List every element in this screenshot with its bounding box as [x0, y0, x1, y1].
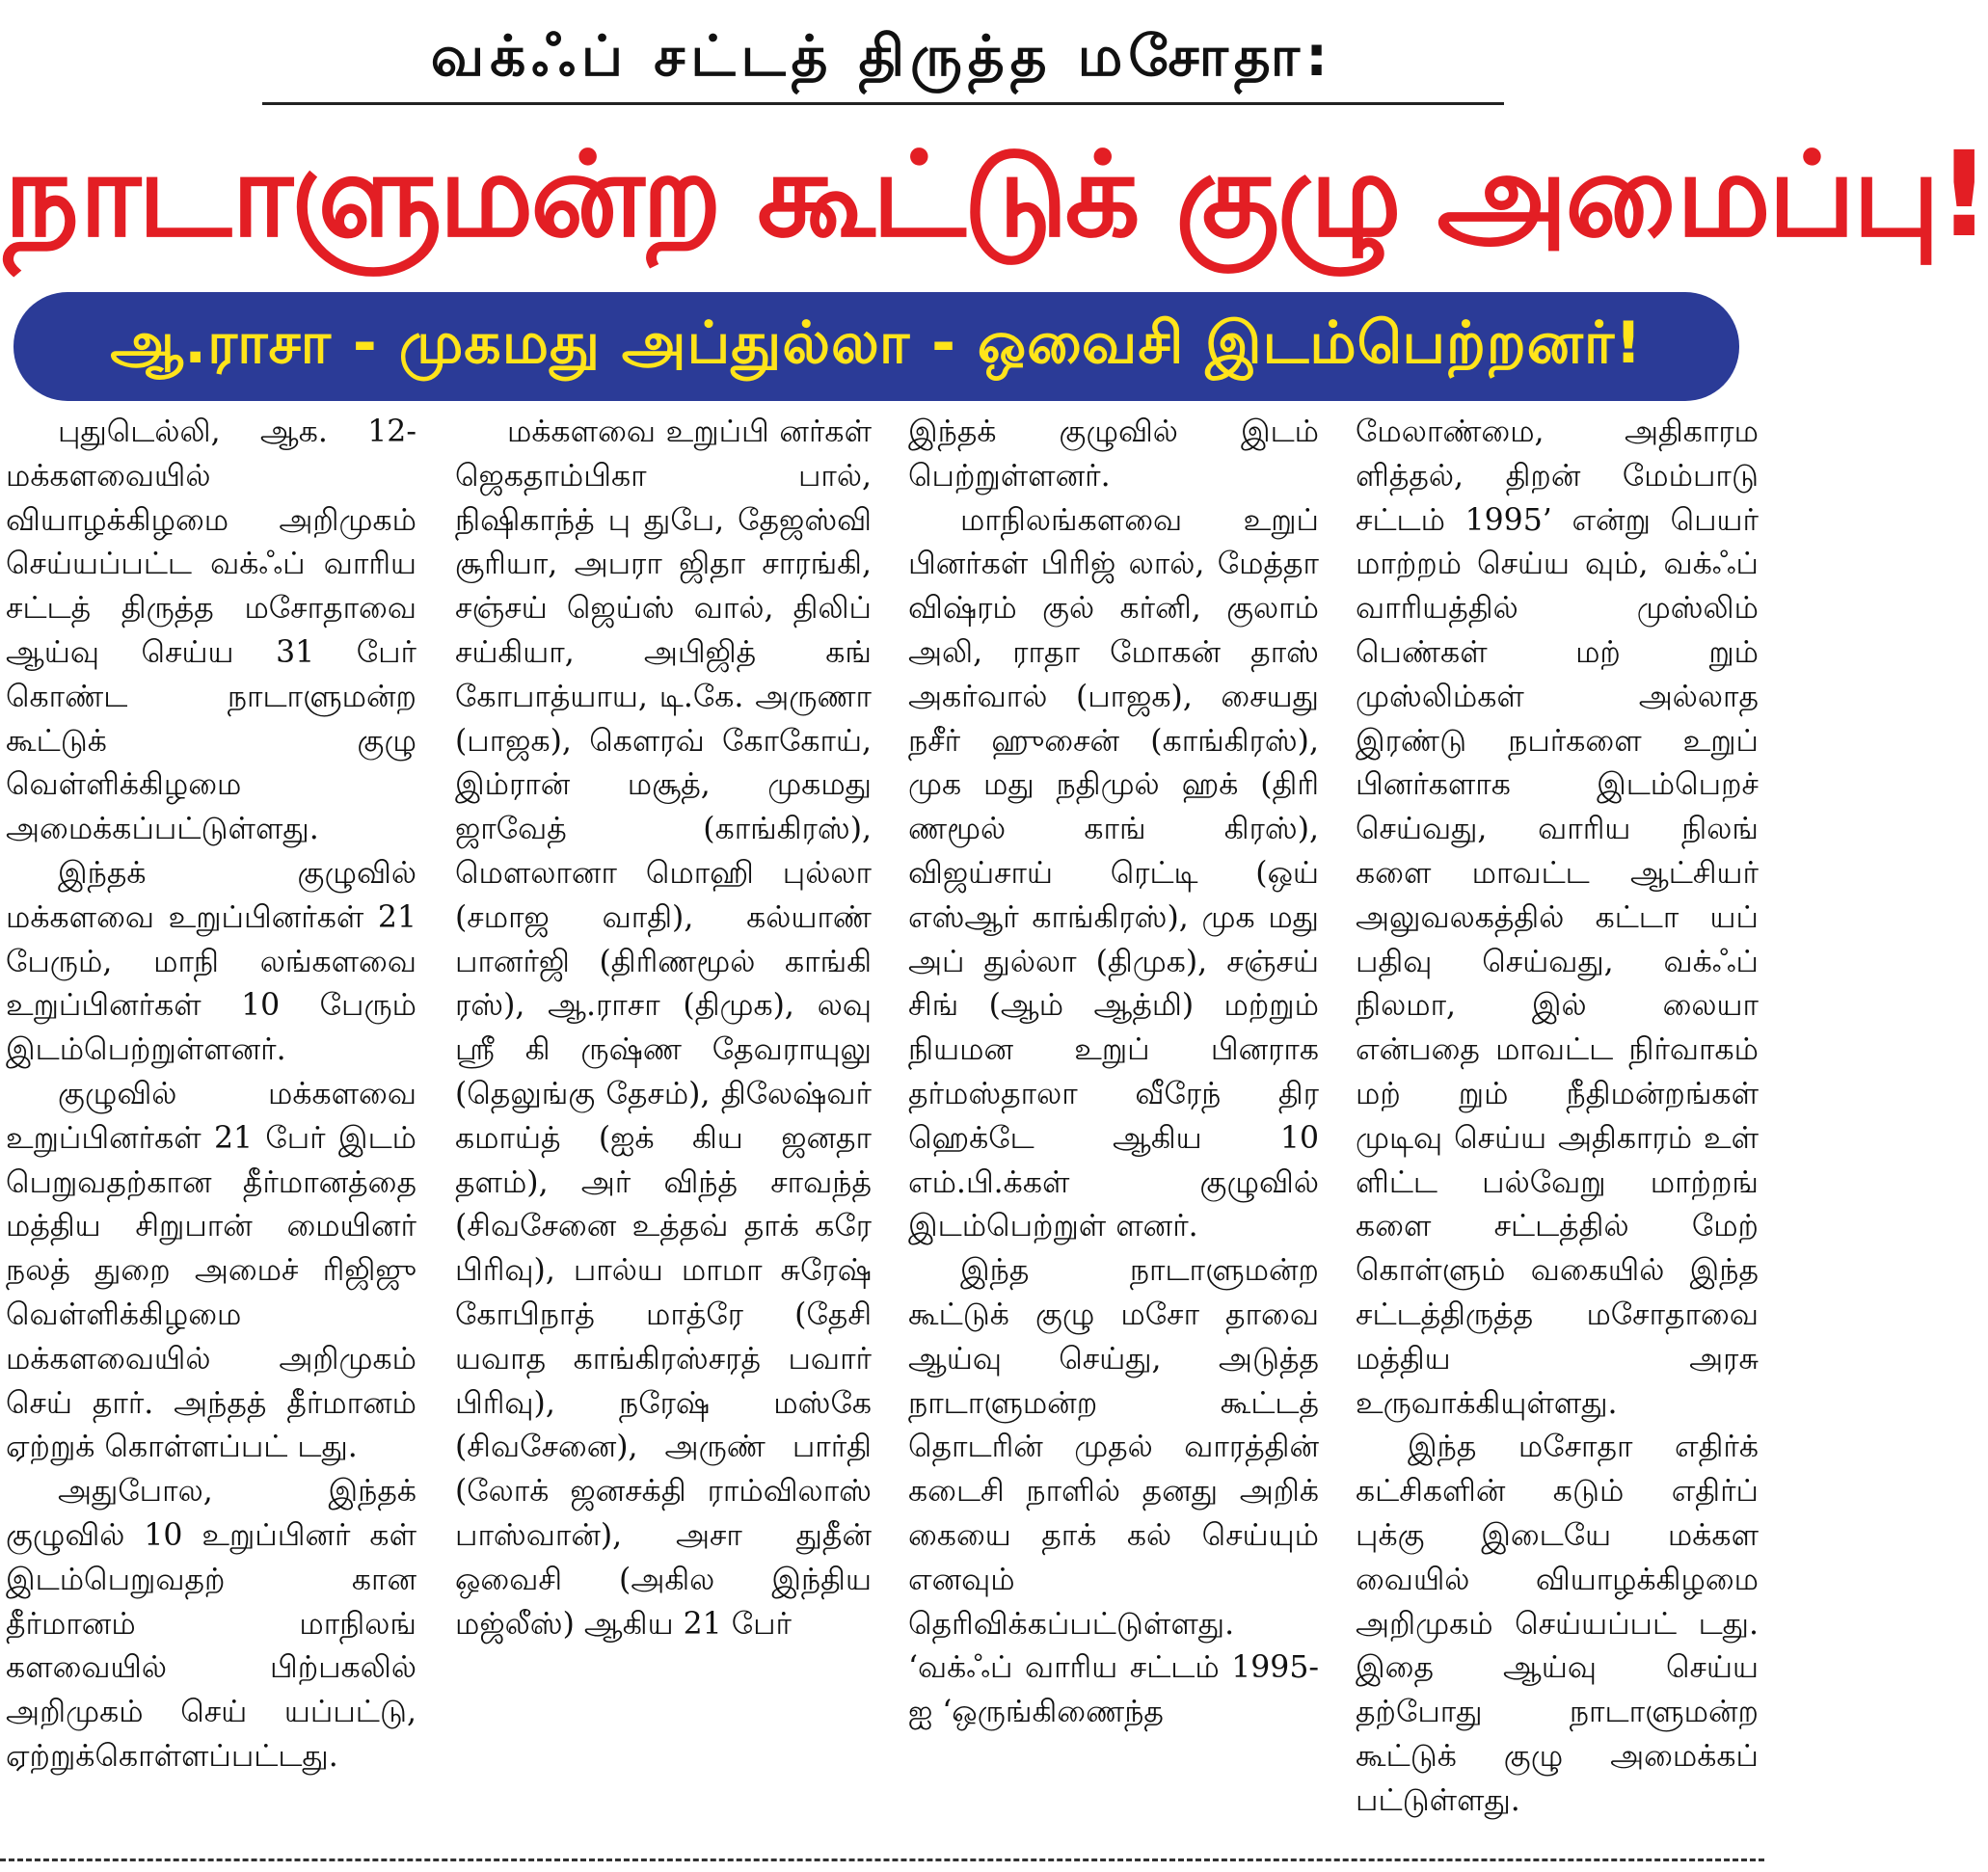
article-body: [6, 411, 1759, 1852]
subheadline-banner: [13, 292, 1739, 401]
subheadline-text: ஆ.ராசா - முகமது அப்துல்லா - ஒவைசி இடம்பெற்றனர்!: [110, 308, 1643, 377]
paragraph: புதுடெல்லி, ஆக. 12- மக்களவையில் வியாழக்கிழமை அறிமுகம் செய்யப்பட்ட வக்ஃப் வாரிய சட்டத் திருத்த மசோதாவை ஆய்வு செய்ய 31 பேர் கொண்ட நாடாளுமன்ற கூட்டுக் குழு வெள்ளிக்கிழமை அமைக்கப்பட்டுள்ளது.: [6, 415, 416, 847]
article-column-3: [908, 411, 1319, 1852]
article-column-1: [6, 411, 416, 1852]
paragraph: குழுவில் மக்களவை உறுப்பினர்கள் 21 பேர் இடம் பெறுவதற்கான தீர்மானத்தை மத்திய சிறுபான் மையினர் நலத் துறை அமைச் ரிஜிஜு வெள்ளிக்கிழமை மக்களவையில் அறிமுகம் செய் தார். அந்தத் தீர்மானம் ஏற்றுக் கொள்ளப்பட் டது.: [6, 1076, 416, 1465]
paragraph: மேலாண்மை, அதிகாரம ளித்தல், திறன் மேம்பாடு சட்டம் 1995’ என்று பெயர் மாற்றம் செய்ய வும், வக்ஃப் வாரியத்தில் முஸ்லிம் பெண்கள் மற் றும் முஸ்லிம்கள் அல்லாத இரண்டு நபர்களை உறுப் பினர்களாக இடம்பெறச் செய்வது, வாரிய நிலங் களை மாவட்ட ஆட்சியர் அலுவலகத்தில் கட்டா யப் பதிவு செய்வது, வக்ஃப் நிலமா, இல் லையா என்பதை மாவட்ட நிர்வாகம் மற் றும் நீதிமன்றங்கள் முடிவு செய்ய அதிகாரம் உள் ளிட்ட பல்வேறு மாற்றங் களை சட்டத்தில் மேற் கொள்ளும் வகையில் இந்த சட்டத்திருத்த மசோதாவை மத்திய அரசு உருவாக்கியுள்ளது.: [1356, 415, 1759, 1421]
main-headline: நாடாளுமன்ற கூட்டுக் குழு அமைப்பு!: [4, 126, 1988, 263]
paragraph: இந்த நாடாளுமன்ற கூட்டுக் குழு மசோ தாவை ஆய்வு செய்து, அடுத்த நாடாளுமன்ற கூட்டத் தொடரின் முதல் வாரத்தின் கடைசி நாளில் தனது அறிக் கையை தாக் கல் செய்யும் எனவும் தெரிவிக்கப்பட்டுள்ளது. ‘வக்ஃப் வாரிய சட்டம் 1995-ஐ ‘ஒருங்கிணைந்த: [908, 1253, 1319, 1730]
paragraph: மக்களவை உறுப்பி னர்கள் ஜெகதாம்பிகா பால், நிஷிகாந்த் பு துபே, தேஜஸ்வி சூரியா, அபரா ஜிதா சாரங்கி, சஞ்சய் ஜெய்ஸ் வால், திலிப் சய்கியா, அபிஜித் கங் கோபாத்யாய, டி.கே. அருணா (பாஜக), கௌரவ் கோகோய், இம்ரான் மசூத், முகமது ஜாவேத் (காங்கிரஸ்), மௌலானா மொஹி புல்லா (சமாஜ வாதி), கல்யாண் பானர்ஜி (திரிணமூல் காங்கி ரஸ்), ஆ.ராசா (திமுக), லவு ஸ்ரீ கி ருஷ்ண தேவராயுலு (தெலுங்கு தேசம்), திலேஷ்வர் கமாய்த் (ஐக் கிய ஜனதா தளம்), அர் விந்த் சாவந்த் (சிவசேனை உத்தவ் தாக் கரே பிரிவு), பால்ய மாமா சுரேஷ் கோபிநாத் மாத்ரே (தேசி யவாத காங்கிரஸ்சரத் பவார் பிரிவு), நரேஷ் மஸ்கே (சிவசேனை), அருண் பார்தி (லோக் ஜனசக்தி ராம்விலாஸ் பாஸ்வான்), அசா துதீன் ஒவைசி (அகில இந்திய மஜ்லீஸ்) ஆகிய 21 பேர்: [455, 415, 872, 1642]
paragraph: அதுபோல, இந்தக் குழுவில் 10 உறுப்பினர் கள் இடம்பெறுவதற் கான தீர்மானம் மாநிலங் களவையில் பிற்பகலில் அறிமுகம் செய் யப்பட்டு, ஏற்றுக்கொள்ளப்பட்டது.: [6, 1474, 416, 1774]
bottom-dashed-border: [0, 1859, 1764, 1861]
paragraph: இந்த மசோதா எதிர்க் கட்சிகளின் கடும் எதிர்ப் புக்கு இடையே மக்கள வையில் வியாழக்கிழமை அறிமுகம் செய்யப்பட் டது. இதை ஆய்வு செய்ய தற்போது நாடாளுமன்ற கூட்டுக் குழு அமைக்கப் பட்டுள்ளது.: [1356, 1430, 1759, 1818]
paragraph: இந்தக் குழுவில் மக்களவை உறுப்பினர்கள் 21 பேரும், மாநி லங்களவை உறுப்பினர்கள் 10 பேரும் இடம்பெற்றுள்ளனர்.: [6, 855, 416, 1068]
article-column-4: [1356, 411, 1759, 1852]
kicker-title: வக்ஃப் சட்டத் திருத்த மசோதா:: [430, 23, 1334, 89]
paragraph: இந்தக் குழுவில் இடம் பெற்றுள்ளனர்.: [908, 415, 1319, 494]
article-column-2: [455, 411, 872, 1852]
kicker-underline: [262, 102, 1504, 105]
paragraph: மாநிலங்களவை உறுப் பினர்கள் பிரிஜ் லால், மேத்தா விஷ்ரம் குல் கர்னி, குலாம் அலி, ராதா மோகன் தாஸ் அகர்வால் (பாஜக), சையது நசீர் ஹுசைன் (காங்கிரஸ்), முக மது நதிமுல் ஹக் (திரி ணமூல் காங் கிரஸ்), விஜய்சாய் ரெட்டி (ஒய் எஸ்ஆர் காங்கிரஸ்), முக மது அப் துல்லா (திமுக), சஞ்சய் சிங் (ஆம் ஆத்மி) மற்றும் நியமன உறுப் பினராக தர்மஸ்தாலா வீரேந் திர ஹெக்டே ஆகிய 10 எம்.பி.க்கள் குழுவில் இடம்பெற்றுள் ளனர்.: [908, 502, 1319, 1244]
